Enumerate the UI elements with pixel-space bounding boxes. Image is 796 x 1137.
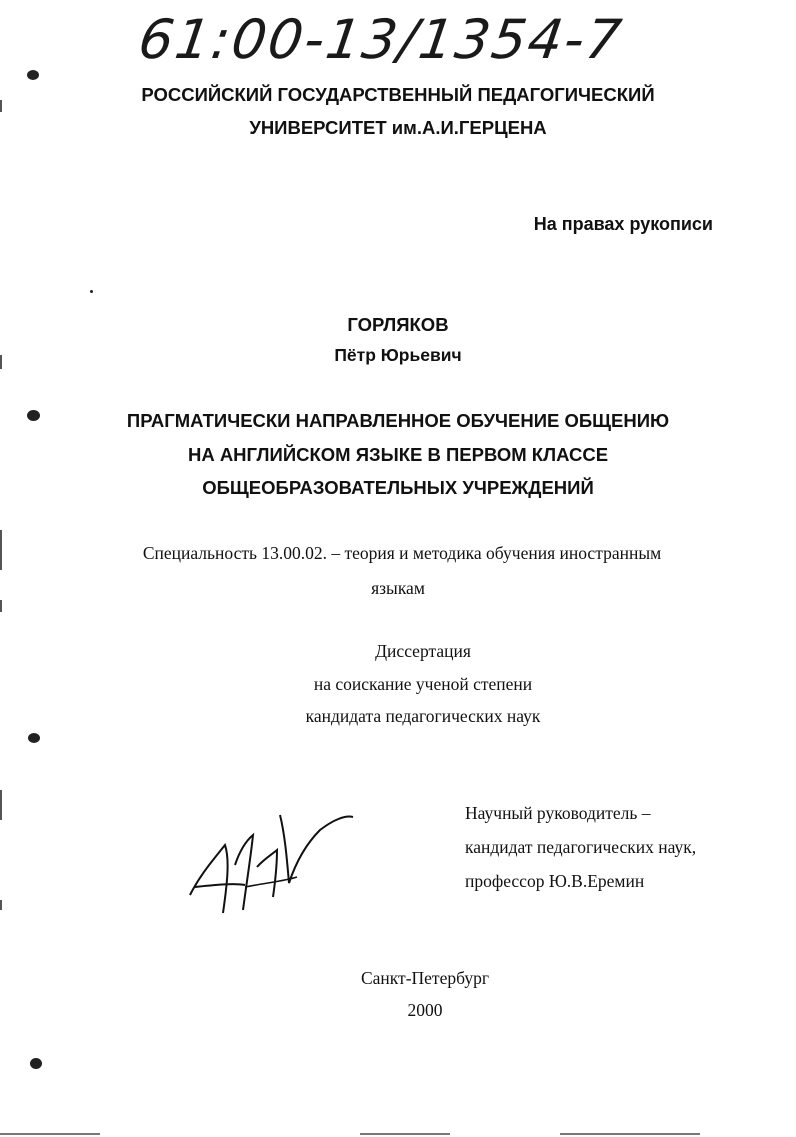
advisor-line-1: Научный руководитель – xyxy=(465,803,651,823)
year: 2000 xyxy=(407,1000,443,1020)
scan-speck xyxy=(27,70,39,80)
manuscript-rights: На правах рукописи xyxy=(533,214,713,234)
scan-speck xyxy=(28,733,40,743)
scan-speck xyxy=(30,1058,42,1069)
dissertation-line-1: Диссертация xyxy=(375,641,471,661)
scan-edge-mark xyxy=(0,100,2,112)
scan-edge-mark xyxy=(0,355,2,369)
dissertation-line-2: на соискание ученой степени xyxy=(313,674,533,694)
scan-edge-mark xyxy=(0,600,2,612)
specialty-line-2: языкам xyxy=(371,578,425,598)
scan-edge-mark xyxy=(0,790,2,820)
university-line-1: РОССИЙСКИЙ ГОСУДАРСТВЕННЫЙ ПЕДАГОГИЧЕСКИЙ xyxy=(141,84,655,105)
signature-image xyxy=(185,805,365,920)
dissertation-line-3: кандидата педагогических наук xyxy=(305,706,541,726)
advisor-line-2: кандидат педагогических наук, xyxy=(465,837,697,857)
scan-bottom-edge xyxy=(0,1133,100,1135)
specialty-line-1: Специальность 13.00.02. – теория и методика обучения иностранным xyxy=(142,543,662,563)
scan-bottom-edge xyxy=(360,1133,450,1135)
scan-speck xyxy=(90,290,93,293)
title-line-2: НА АНГЛИЙСКОМ ЯЗЫКЕ В ПЕРВОМ КЛАССЕ xyxy=(187,444,609,465)
title-line-1: ПРАГМАТИЧЕСКИ НАПРАВЛЕННОЕ ОБУЧЕНИЕ ОБЩЕНИЮ xyxy=(126,410,670,431)
scan-bottom-edge xyxy=(560,1133,700,1135)
author-surname: ГОРЛЯКОВ xyxy=(347,314,449,335)
scan-edge-mark xyxy=(0,900,2,910)
advisor-line-3: профессор Ю.В.Еремин xyxy=(465,871,645,891)
scan-edge-mark xyxy=(0,530,2,570)
archive-code-handwritten: 61:00-13/1354-7 xyxy=(134,8,627,71)
scan-speck xyxy=(27,410,40,421)
city: Санкт-Петербург xyxy=(360,968,490,988)
author-name: Пётр Юрьевич xyxy=(334,345,462,365)
title-line-3: ОБЩЕОБРАЗОВАТЕЛЬНЫХ УЧРЕЖДЕНИЙ xyxy=(202,477,594,498)
university-line-2: УНИВЕРСИТЕТ им.А.И.ГЕРЦЕНА xyxy=(249,117,547,138)
